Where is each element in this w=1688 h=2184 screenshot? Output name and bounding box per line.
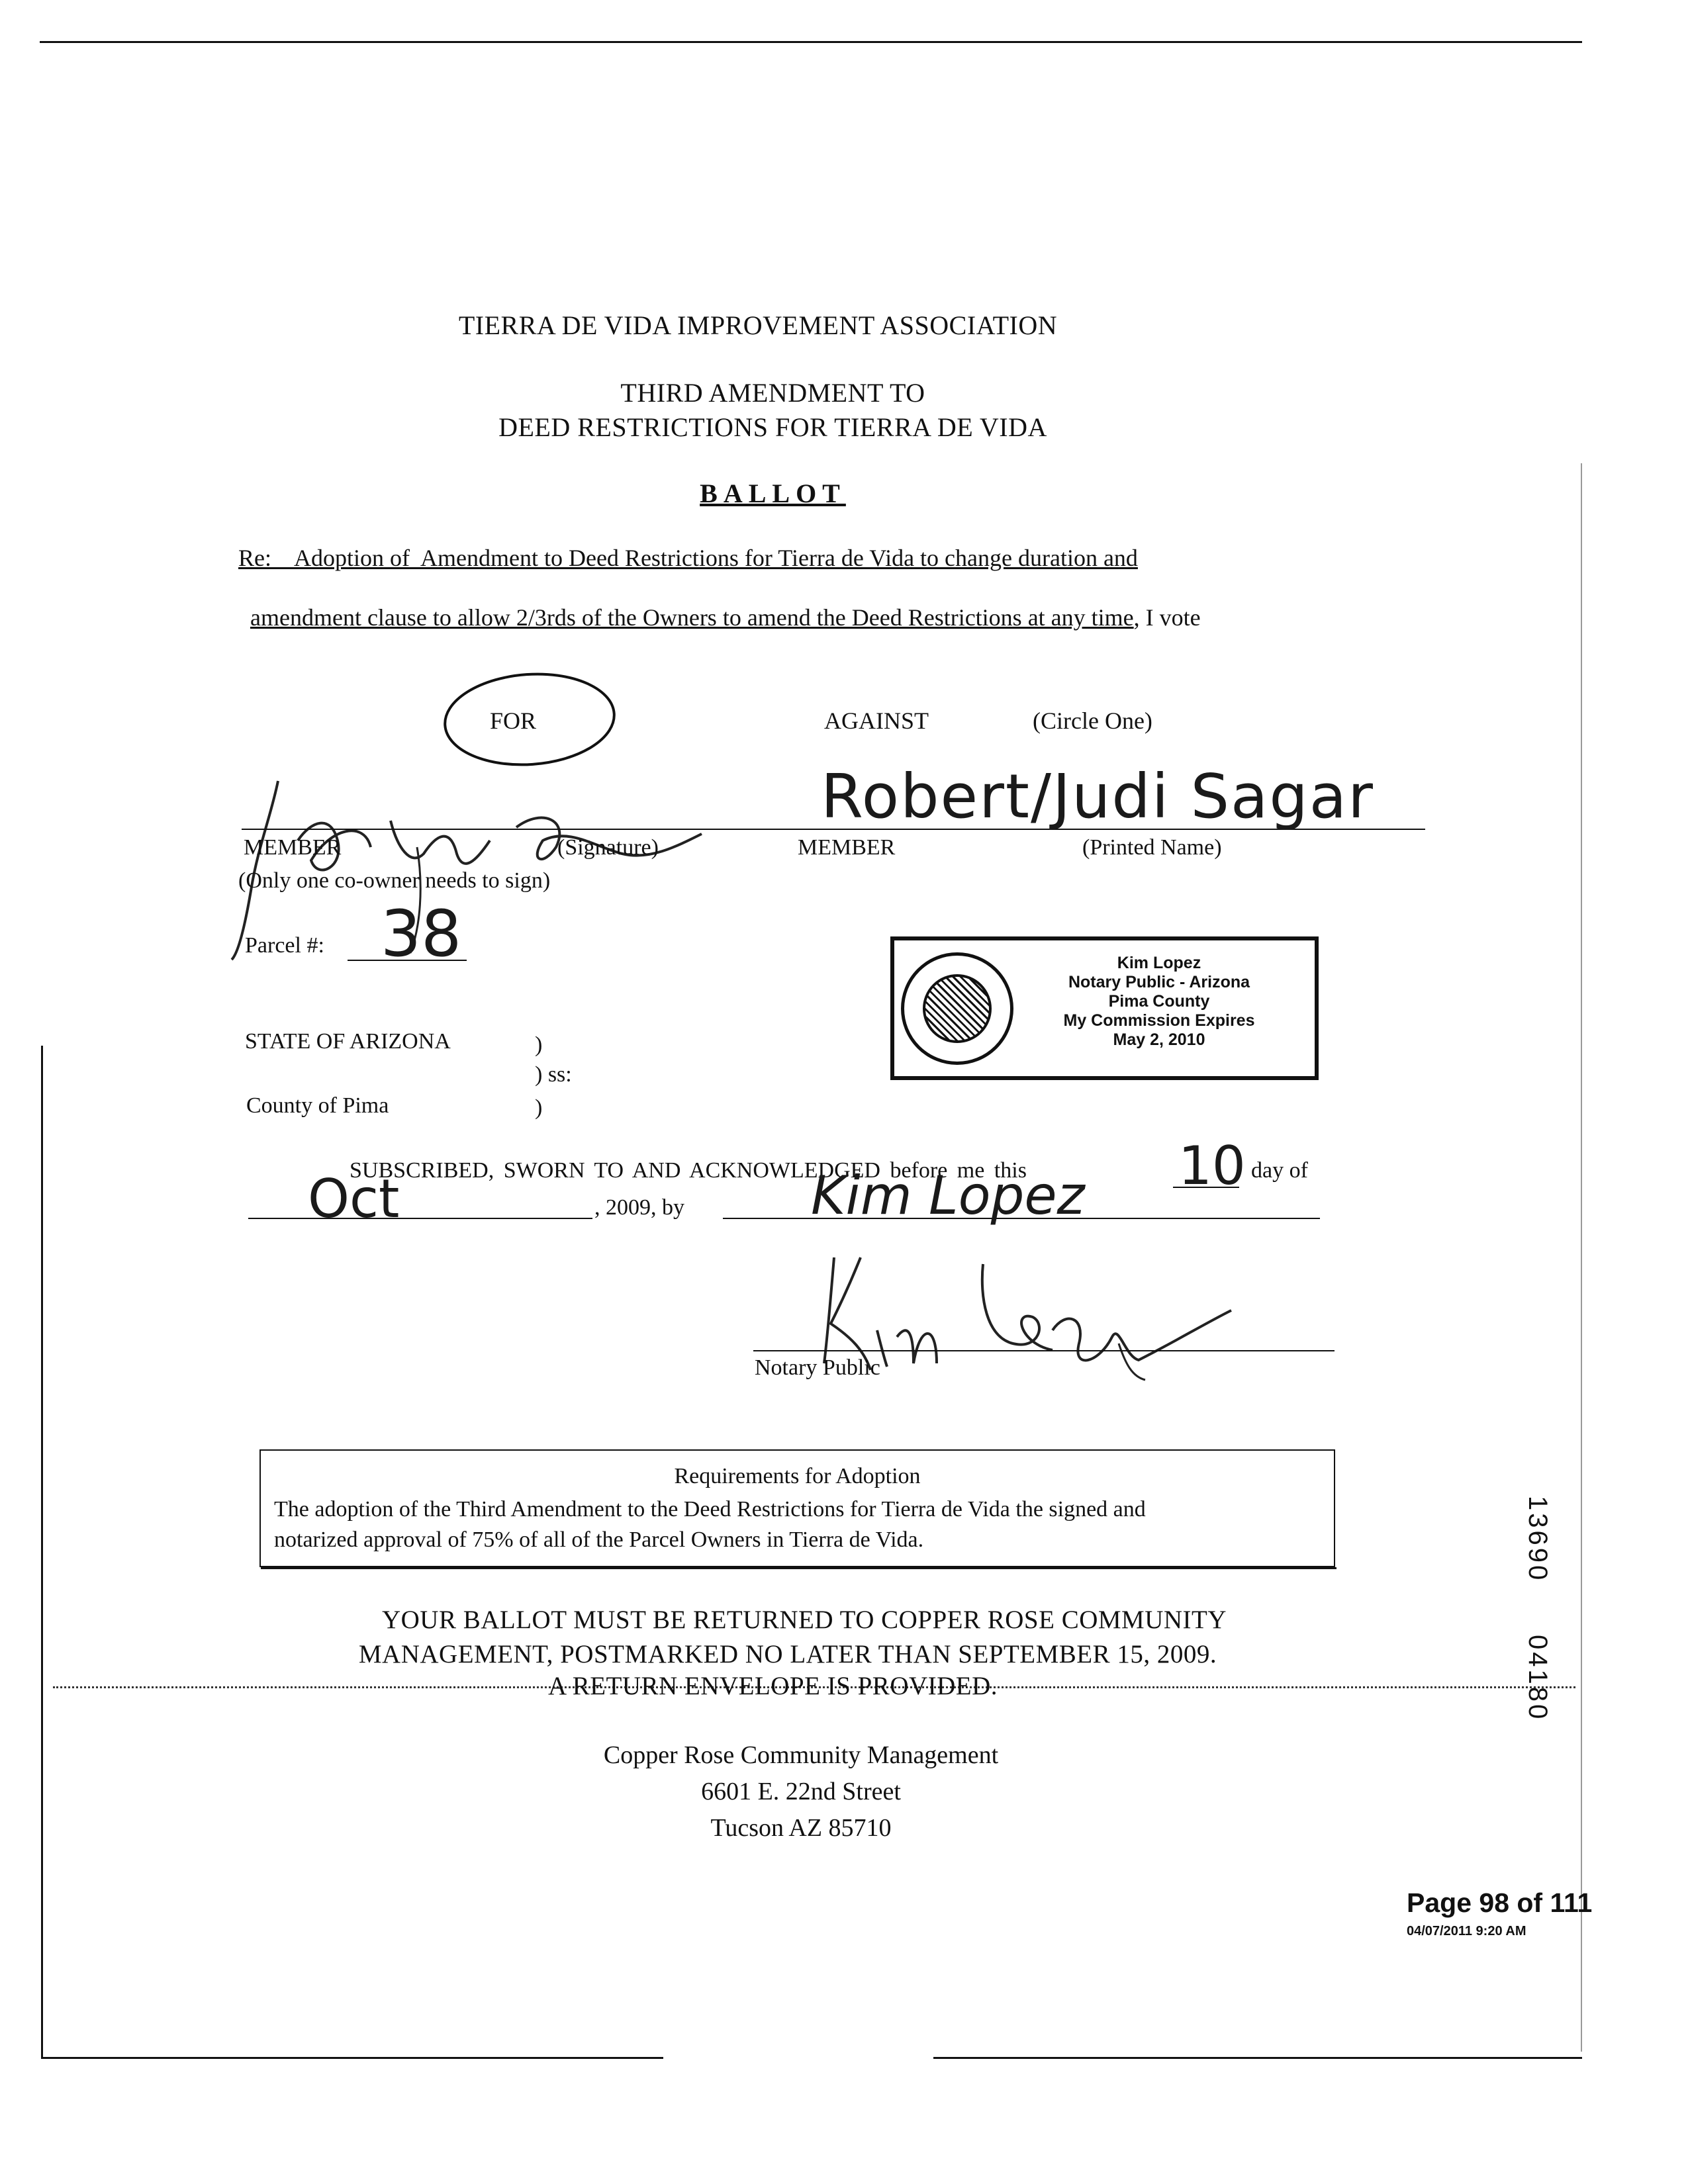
parcel-value: 38 [381, 897, 462, 971]
requirements-heading: Requirements for Adoption [674, 1464, 921, 1488]
side-stamp-top: 13690 [1523, 1496, 1552, 1583]
requirements-box [259, 1449, 1335, 1567]
requirements-line-1: The adoption of the Third Amendment to the Deed Restrictions for Tierra de Vida the signed and [274, 1497, 1146, 1522]
seal-inner [923, 974, 992, 1043]
notary-seal [901, 952, 1013, 1065]
stamp-title: Notary Public - Arizona [1068, 973, 1250, 991]
page-number: Page 98 of 111 [1407, 1888, 1593, 1918]
month-value: Oct [308, 1168, 400, 1230]
amendment-title-line2: DEED RESTRICTIONS FOR TIERRA DE VIDA [498, 412, 1047, 442]
venue-ss: ) ss: [535, 1062, 572, 1087]
requirements-box-shadow [261, 1567, 1336, 1569]
stamp-expires: May 2, 2010 [1113, 1030, 1205, 1049]
venue-paren-1: ) [535, 1032, 543, 1057]
re-line-1: Re: Adoption of Amendment to Deed Restrictions for Tierra de Vida to change duration and [238, 545, 1138, 571]
side-stamp-bottom: 04180 [1523, 1635, 1552, 1722]
top-border-line [40, 41, 1582, 43]
notary-public-label: Notary Public [755, 1355, 880, 1380]
county-of-pima: County of Pima [246, 1093, 389, 1118]
re-line-2-tail: , I vote [1133, 604, 1201, 631]
address-street: 6601 E. 22nd Street [701, 1778, 901, 1805]
circle-one-instruction: (Circle One) [1033, 707, 1152, 734]
amendment-title-line1: THIRD AMENDMENT TO [620, 378, 925, 408]
notary-signature-line [753, 1350, 1335, 1351]
bottom-border-line-right [933, 2057, 1582, 2059]
day-value: 10 [1178, 1135, 1246, 1197]
notary-stamp [890, 936, 1319, 1080]
state-of-arizona: STATE OF ARIZONA [245, 1029, 451, 1054]
return-notice-line-1: YOUR BALLOT MUST BE RETURNED TO COPPER ROSE COMMUNITY [381, 1606, 1227, 1634]
jurat-line-prefix: SUBSCRIBED, SWORN TO AND ACKNOWLEDGED before me this [350, 1158, 1027, 1183]
stamp-commission: My Commission Expires [1063, 1011, 1255, 1030]
member-label-printed: MEMBER [798, 835, 896, 860]
co-owner-note: (Only one co-owner needs to sign) [238, 868, 551, 893]
ballot-heading: BALLOT [700, 478, 846, 508]
re-line-2 [238, 576, 1201, 631]
association-title: TIERRA DE VIDA IMPROVEMENT ASSOCIATION [458, 310, 1058, 340]
vote-against-option[interactable]: AGAINST [824, 707, 929, 734]
address-city: Tucson AZ 85710 [710, 1814, 892, 1842]
jurat-day-of: day of [1251, 1158, 1308, 1183]
parcel-label: Parcel #: [245, 933, 324, 958]
stamp-name: Kim Lopez [1117, 954, 1201, 972]
vote-for-option[interactable]: FOR [490, 707, 537, 734]
member-label-signature: MEMBER [244, 835, 342, 860]
address-name: Copper Rose Community Management [603, 1741, 999, 1769]
signature-label: (Signature) [557, 835, 659, 860]
printed-name-label: (Printed Name) [1082, 835, 1222, 860]
left-border-line [41, 1046, 43, 2058]
return-notice-line-2: MANAGEMENT, POSTMARKED NO LATER THAN SEPTEMBER 15, 2009. [358, 1640, 1217, 1668]
re-line-2-underlined: amendment clause to allow 2/3rds of the Owners to amend the Deed Restrictions at any time [250, 604, 1134, 631]
page-timestamp: 04/07/2011 9:20 AM [1407, 1924, 1526, 1938]
stamp-county: Pima County [1108, 992, 1210, 1011]
printed-name-value: Robert/Judi Sagar [821, 761, 1374, 832]
month-line [248, 1218, 592, 1219]
bottom-border-line-left [41, 2057, 663, 2059]
by-value: Kim Lopez [811, 1165, 1085, 1226]
return-notice-line-3: A RETURN ENVELOPE IS PROVIDED. [547, 1672, 998, 1700]
venue-paren-3: ) [535, 1095, 543, 1120]
requirements-line-2: notarized approval of 75% of all of the Parcel Owners in Tierra de Vida. [274, 1527, 924, 1552]
jurat-year: , 2009, by [594, 1195, 684, 1220]
